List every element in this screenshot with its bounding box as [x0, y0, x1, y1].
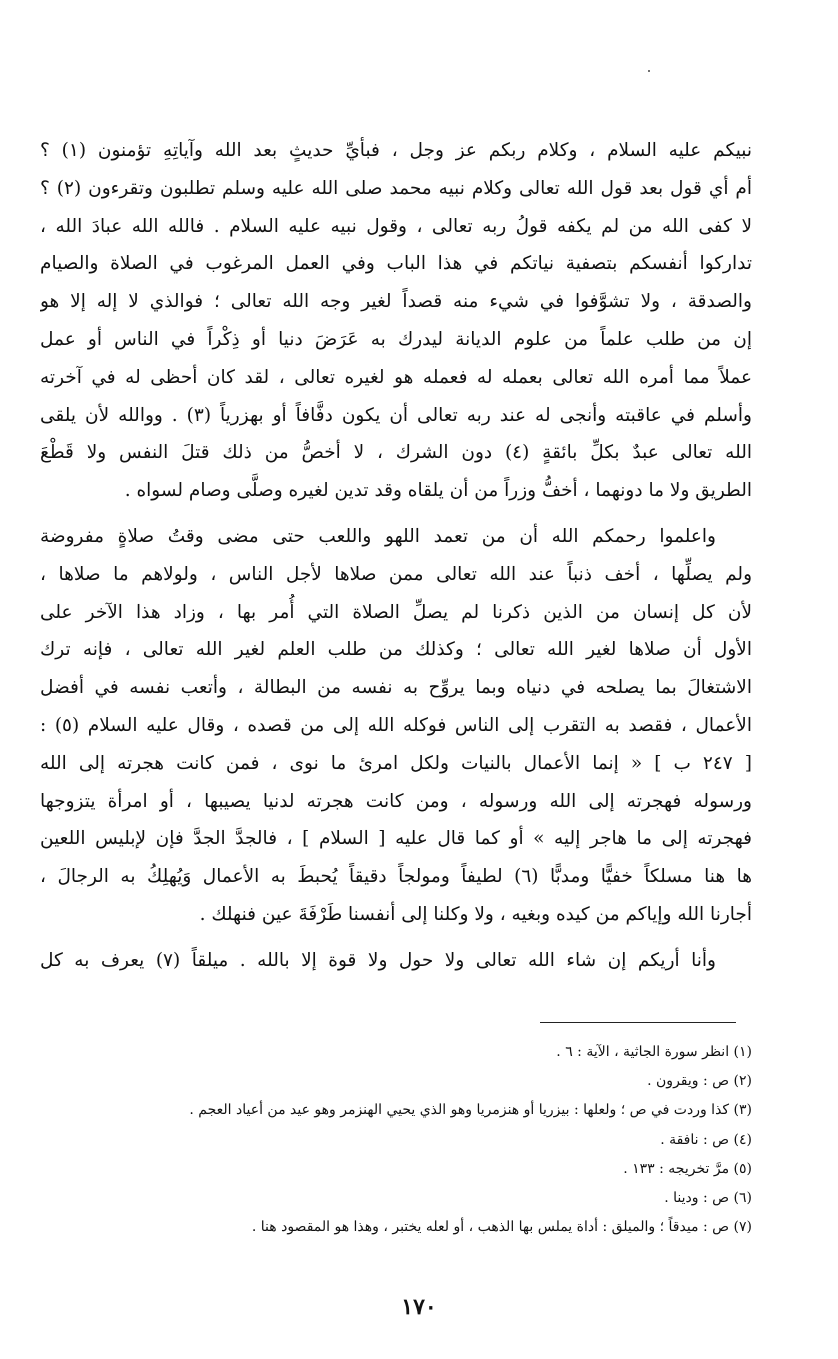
text-line: الطريق ولا ما دونهما ، أخفُّ وزراً من أن يلقاه وقد تدين لغيره وصلَّى وصام لسواه .	[124, 480, 752, 502]
text-line: عملاً مما أمره الله تعالى بعمله له فعمله هو لغيره تعالى ، لقد كان أحظى له في آخرته	[40, 366, 752, 388]
text-line: ها هنا مسلكاً خفيًّا ومدبًّا (٦) لطيفاً ومولجاً دقيقاً يُحبطَ به الأعمال وَيُهلِكُ به الرجالَ ،	[40, 866, 752, 888]
text-line: وأنا أريكم إن شاء الله تعالى ولا حول ولا قوة إلا بالله . ميلقاً (٧) يعرف به كل	[40, 949, 716, 971]
footnote: (٧) ص : ميدقاً ؛ والميلق : أداة يملس بها الذهب ، أو لعله يختبر ، وهذا هو المقصود هنا .	[251, 1219, 752, 1236]
footnote: (٦) ص : ودينا .	[664, 1190, 752, 1207]
text-line: ولم يصلِّها ، أخف ذنباً عند الله تعالى ممن صلاها لأجل الناس ، ولولاهم ما صلاها ،	[40, 563, 752, 585]
text-line: فهجرته إلى ما هاجر إليه » أو كما قال عليه [ السلام ] ، فالجدَّ الجدَّ فإن لإبليس اللعين	[40, 828, 752, 850]
text-line: [ ٢٤٧ ب ] « إنما الأعمال بالنيات ولكل امرئ ما نوى ، فمن كانت هجرته إلى الله	[40, 752, 752, 774]
text-line: واعلموا رحمكم الله أن من تعمد اللهو واللعب حتى مضى وقتُ صلاةٍ مفروضة	[40, 525, 716, 547]
text-line: لا كفى الله من لم يكفه قولُ ربه تعالى ، وقول نبيه عليه السلام . فالله الله عبادَ الله ،	[40, 215, 752, 237]
paragraph-gap	[40, 510, 752, 518]
text-line: نبيكم عليه السلام ، وكلام ربكم عز وجل ، فبأيِّ حديثٍ بعد الله وآياتِهِ تؤمنون (١) ؟	[40, 140, 752, 161]
paragraph-1	[40, 132, 752, 510]
text-line: أجارنا الله وإياكم من كيده وبغيه ، ولا وكلنا إلى أنفسنا طَرْفَةَ عين فنهلك .	[199, 903, 752, 925]
text-line: لأن كل إنسان من الذين ذكرنا لم يصلِّ الصلاة التي أُمر بها ، وزاد هذا الآخر على	[40, 601, 752, 623]
text-line: أم أي قول بعد قول الله تعالى وكلام نبيه محمد صلى الله عليه وسلم تطلبون وتقرءون (٢) ؟	[40, 177, 752, 199]
text-line: تداركوا أنفسكم بتصفية نياتكم في هذا الباب وفي العمل المرغوب في الصلاة والصيام	[40, 253, 752, 275]
text-line: الاشتغالَ بما يصلحه في دنياه وبما يروِّح به نفسه من البطالة ، وأتعب نفسه في أفضل	[40, 677, 752, 699]
text-line: ورسوله فهجرته إلى الله ورسوله ، ومن كانت هجرته لدنيا يصيبها ، أو امرأة يتزوجها	[40, 790, 752, 812]
paragraph-3	[40, 942, 752, 980]
footnote: (٣) كذا وردت في ص ؛ ولعلها : بيزريا أو هنزمريا وهو الذي يحيي الهنزمر وهو عيد من أعياد العجم .	[189, 1102, 752, 1119]
footnote: (٥) مرَّ تخريجه : ١٣٣ .	[623, 1160, 752, 1177]
page-number: ١٧٠	[401, 1294, 437, 1320]
text-line: الأول أن صلاها لغير الله تعالى ؛ وكذلك من طلب العلم لغير الله تعالى ، فإنه ترك	[40, 639, 752, 661]
paragraph-gap	[40, 934, 752, 942]
text-line: والصدقة ، ولا تشوَّفوا في شيء منه قصداً لغير وجه الله تعالى ؛ فوالذي لا إله إلا هو	[40, 291, 752, 313]
scan-speck	[648, 70, 650, 72]
footnote-separator	[540, 1022, 736, 1023]
footnote: (٤) ص : نافقة .	[660, 1131, 752, 1148]
main-text	[40, 132, 752, 980]
footnote: (٢) ص : ويقرون .	[647, 1073, 752, 1090]
text-line: وأسلم في عاقبته وأنجى له عند ربه تعالى أن يكون دفَّافاً أو بهزرياً (٣) . ووالله لأن يلقى	[40, 404, 752, 426]
text-line: إن من طلب علماً من علوم الديانة ليدرك به عَرَضَ دنيا أو ذِكْراً في الناس أو عمل	[40, 328, 752, 350]
paragraph-2	[40, 518, 752, 934]
footnote: (١) انظر سورة الجاثية ، الآية : ٦ .	[556, 1044, 752, 1060]
text-line: الأعمال ، فقصد به التقرب إلى الناس فوكله الله إلى من قصده ، وقال عليه السلام (٥) :	[40, 714, 752, 736]
text-line: الله تعالى عبدٌ بكلِّ بائقةٍ (٤) دون الشرك ، لا أخصُّ من ذلك قتلَ النفس ولا قَطْعَ	[40, 442, 752, 464]
footnotes	[60, 1038, 752, 1242]
